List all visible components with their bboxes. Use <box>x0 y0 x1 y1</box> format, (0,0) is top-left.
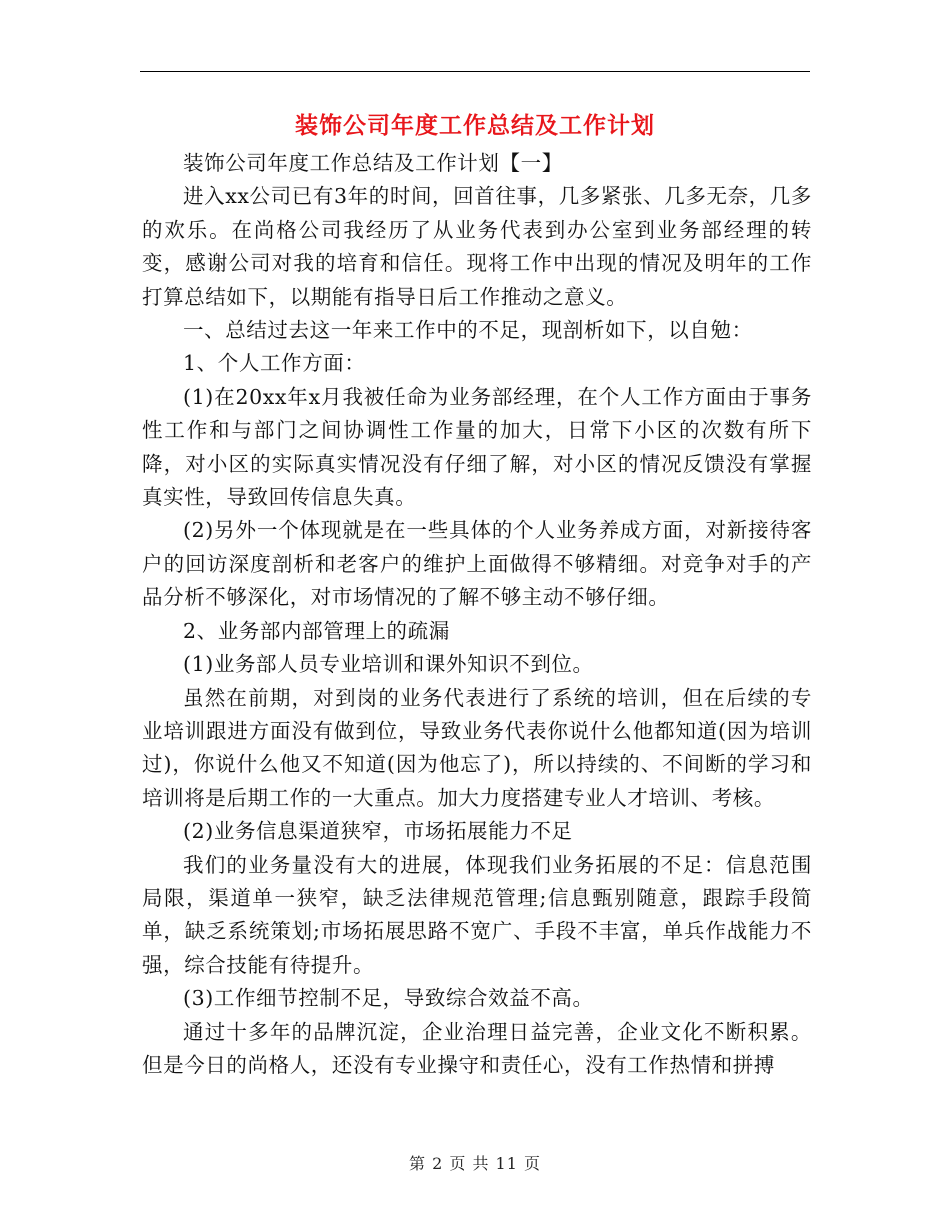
body-paragraph: 进入xx公司已有3年的时间，回首往事，几多紧张、几多无奈，几多的欢乐。在尚格公司我经历了从业务代表到办公室到业务部经理的转变，感谢公司对我的培育和信任。现将工作中出现的情况及明年的工作打算总结如下，以期能有指导日后工作推动之意义。 <box>142 184 812 309</box>
body-paragraph: 我们的业务量没有大的进展，体现我们业务拓展的不足：信息范围局限，渠道单一狭窄，缺乏法律规范管理;信息甄别随意，跟踪手段简单，缺乏系统策划;市场拓展思路不宽广、手段不丰富，单兵作战能力不强，综合技能有待提升。 <box>142 852 812 977</box>
page-number: 第 2 页 共 11 页 <box>409 1154 541 1173</box>
subsection-heading: 1、个人工作方面： <box>183 351 366 376</box>
item-heading: (3)工作细节控制不足，导致综合效益不高。 <box>183 986 594 1011</box>
body-paragraph: (1)在20xx年x月我被任命为业务部经理，在个人工作方面由于事务性工作和与部门之间协调性工作量的加大，日常下小区的次数有所下降，对小区的实际真实情况没有仔细了解，对小区的情况反馈没有掌握真实性，导致回传信息失真。 <box>142 384 812 510</box>
item-heading: (1)业务部人员专业培训和课外知识不到位。 <box>183 652 594 677</box>
body-paragraph: 虽然在前期，对到岗的业务代表进行了系统的培训，但在后续的专业培训跟进方面没有做到位，导致业务代表你说什么他都知道(因为培训过)，你说什么他又不知道(因为他忘了)，所以持续的、不间断的学习和培训将是后期工作的一大重点。加大力度搭建专业人才培训、考核。 <box>142 685 812 810</box>
header-rule <box>140 71 810 72</box>
body-paragraph: (2)另外一个体现就是在一些具体的个人业务养成方面，对新接待客户的回访深度剖析和老客户的维护上面做得不够精细。对竞争对手的产品分析不够深化，对市场情况的了解不够主动不够仔细。 <box>142 518 812 610</box>
item-heading: (2)业务信息渠道狭窄，市场拓展能力不足 <box>183 819 573 844</box>
subsection-heading: 2、业务部内部管理上的疏漏 <box>183 618 450 643</box>
section-heading: 一、总结过去这一年来工作中的不足，现剖析如下，以自勉： <box>183 318 753 343</box>
document-title: 装饰公司年度工作总结及工作计划 <box>295 112 655 139</box>
document-body <box>142 147 812 1082</box>
body-paragraph: 通过十多年的品牌沉淀，企业治理日益完善，企业文化不断积累。但是今日的尚格人，还没有专业操守和责任心，没有工作热情和拼搏 <box>142 1019 812 1077</box>
subtitle-paragraph: 装饰公司年度工作总结及工作计划【一】 <box>183 151 563 175</box>
